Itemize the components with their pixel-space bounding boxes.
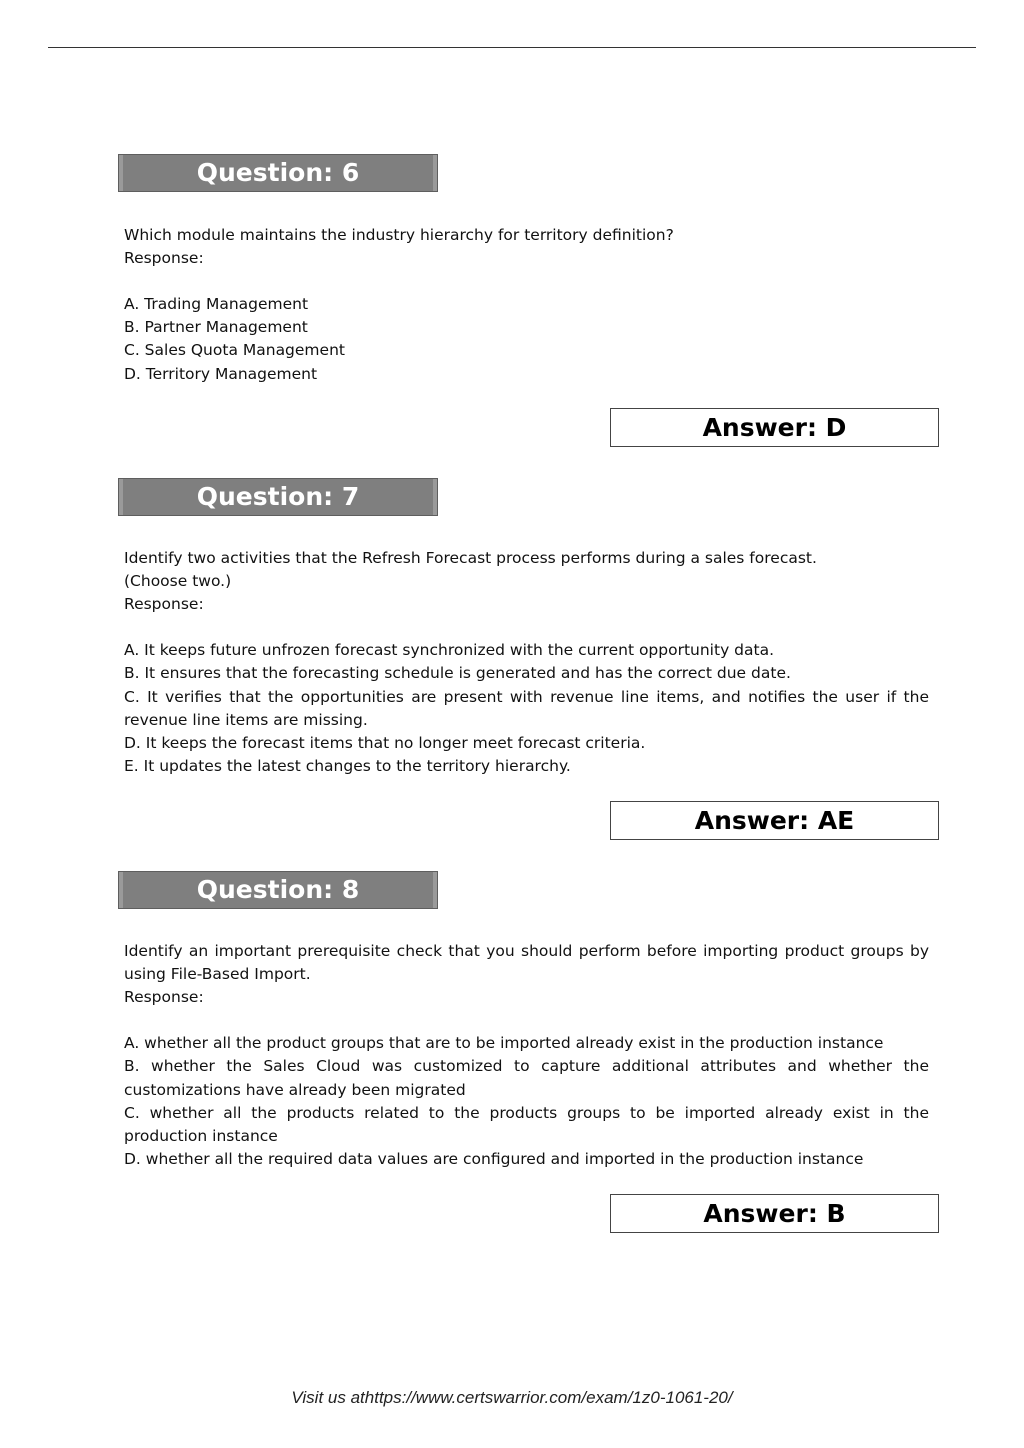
question-8-stem-line: Identify an important prerequisite check that you should perform before importing product groups by using File-Based Import. [124,942,929,984]
question-8-stem-line: Response: [124,988,204,1007]
question-6-heading: Question: 6 [118,154,438,192]
question-8-body [124,940,929,1171]
question-6-body [124,224,929,386]
question-7-option-d: D. It keeps the forecast items that no longer meet forecast criteria. [124,733,646,752]
question-7-option-b: B. It ensures that the forecasting schedule is generated and has the correct due date. [124,664,791,683]
question-8-option-d: D. whether all the required data values are configured and imported in the production instance [124,1149,864,1168]
question-7-option-a: A. It keeps future unfrozen forecast synchronized with the current opportunity data. [124,641,775,660]
question-8-option-c: C. whether all the products related to the products groups to be imported already exist in the production instance [124,1103,929,1145]
footer-visit-link[interactable]: Visit us athttps://www.certswarrior.com/exam/1z0-1061-20/ [291,1388,733,1407]
question-7-stem-line: Response: [124,595,204,614]
question-7-stem-line: (Choose two.) [124,572,232,591]
question-8-option-a: A. whether all the product groups that are to be imported already exist in the production instance [124,1034,884,1053]
question-7-stem-line: Identify two activities that the Refresh Forecast process performs during a sales forecast. [124,549,817,567]
question-8-option-b: B. whether the Sales Cloud was customized to capture additional attributes and whether the customizations have already been migrated [124,1057,929,1099]
question-6-option-c: C. Sales Quota Management [124,341,345,360]
question-7-option-e: E. It updates the latest changes to the territory hierarchy. [124,756,571,775]
question-7-option-c: C. It verifies that the opportunities are present with revenue line items, and notifies the user if the revenue line items are missing. [124,687,929,729]
question-6-option-b: B. Partner Management [124,318,308,337]
question-8-heading: Question: 8 [118,871,438,909]
question-6-option-d: D. Territory Management [124,364,318,383]
header-rule [48,47,976,48]
question-7-heading: Question: 7 [118,478,438,516]
question-6-stem-line: Which module maintains the industry hierarchy for territory definition? [124,226,674,244]
question-6-option-a: A. Trading Management [124,295,309,314]
question-7-body [124,547,929,778]
question-6-stem-line: Response: [124,249,204,268]
question-6-answer: Answer: D [610,408,939,447]
question-8-answer: Answer: B [610,1194,939,1233]
question-7-answer: Answer: AE [610,801,939,840]
